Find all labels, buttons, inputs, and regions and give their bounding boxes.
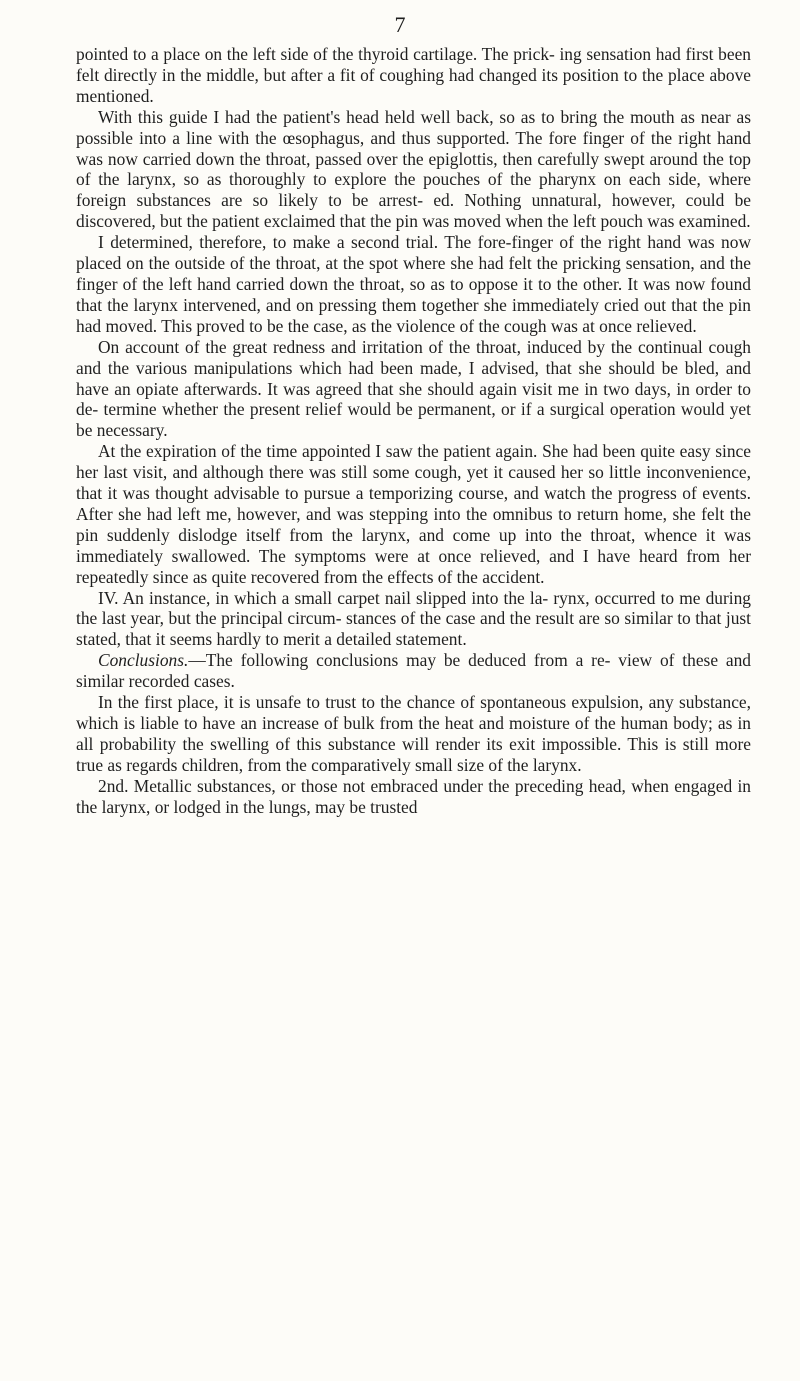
section-heading-conclusions: Conclusions.	[98, 650, 189, 671]
paragraph-4: On account of the great redness and irritation of the throat, induced by the continual cough and the various manipulations which had been made, I advised, that she should be bled, and have an opiate afterwards. It was agreed that she should again visit me in two days, in order to de- termine whether the present relief would be permanent, or if a surgical operation would yet be necessary.	[76, 336, 751, 441]
paragraph-9: 2nd. Metallic substances, or those not embraced under the preceding head, when engaged in the larynx, or lodged in the lungs, may be trusted	[76, 775, 751, 817]
paragraph-2: With this guide I had the patient's head held well back, so as to bring the mouth as near as possible into a line with the œsophagus, and thus supported. The fore finger of the right hand was now carried down the throat, passed over the epiglottis, then carefully swept around the top of the larynx, so as thoroughly to explore the pouches of the pharynx on each side, where foreign substances are so likely to be arrest- ed. Nothing unnatural, however, could be discovered, but the patient exclaimed that the pin was moved when the left pouch was examined.	[76, 106, 751, 232]
page-number: 7	[394, 12, 406, 37]
paragraph-8: In the first place, it is unsafe to trust to the chance of spontaneous expulsion, any substance, which is liable to have an increase of bulk from the heat and moisture of the human body; as in all probability the swelling of this substance will render its exit impossible. This is still more true as regards children, from the comparatively small size of the larynx.	[76, 692, 751, 775]
paragraph-7	[76, 650, 751, 692]
paragraph-1: pointed to a place on the left side of the thyroid cartilage. The prick- ing sensation had first been felt directly in the middle, but after a fit of coughing had changed its position to the place above mentioned.	[76, 44, 751, 106]
paragraph-5: At the expiration of the time appointed I saw the patient again. She had been quite easy since her last visit, and although there was still some cough, yet it caused her so little inconvenience, that it was thought advisable to pursue a temporizing course, and watch the progress of events. After she had left me, however, and was stepping into the omnibus to return home, she felt the pin suddenly dislodge itself from the larynx, and come up into the throat, whence it was immediately swallowed. The symptoms were at once relieved, and I have heard from her repeatedly since as quite recovered from the effects of the accident.	[76, 441, 751, 587]
text-body	[76, 44, 751, 818]
paragraph-6: IV. An instance, in which a small carpet nail slipped into the la- rynx, occurred to me during the last year, but the principal circum- stances of the case and the result are so similar to that just stated, that it seems hardly to merit a detailed statement.	[76, 587, 751, 650]
paragraph-3: I determined, therefore, to make a second trial. The fore-finger of the right hand was now placed on the outside of the throat, at the spot where she had felt the pricking sensation, and the finger of the left hand carried down the throat, so as to oppose it to the other. It was now found that the larynx intervened, and on pressing them together she immediately cried out that the pin had moved. This proved to be the case, as the violence of the cough was at once relieved.	[76, 232, 751, 336]
paragraph-7-text: —The following conclusions may be deduced from a re- view of these and similar recorded cases.	[76, 650, 751, 692]
